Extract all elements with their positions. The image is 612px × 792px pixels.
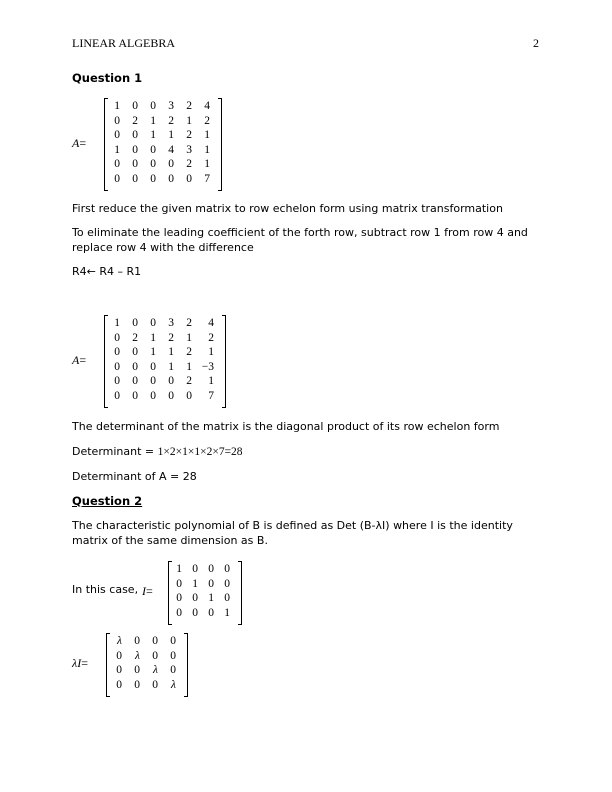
determinant-result: Determinant of A = 28 — [72, 470, 197, 483]
matrix-cell: 1 — [208, 592, 214, 604]
matrix-cell: 0 — [192, 592, 198, 604]
matrix-cell: 0 — [114, 114, 120, 127]
matrix-cell: 4 — [208, 317, 214, 329]
matrix-cell: λ — [135, 649, 140, 662]
matrix-cell: 0 — [132, 172, 138, 185]
matrix-cell: 2 — [204, 114, 210, 127]
matrix-cell: 0 — [176, 592, 182, 604]
matrix-cell: 0 — [150, 100, 156, 112]
matrix-cell: 2 — [186, 346, 192, 358]
matrix-cell: 0 — [150, 172, 156, 185]
matrix-cell: 1 — [150, 129, 156, 141]
matrix-cell: 0 — [114, 389, 120, 402]
page-number: 2 — [533, 36, 539, 50]
matrix-cell: 0 — [208, 606, 214, 619]
matrix-label: I= — [142, 584, 153, 598]
matrix-cell: 0 — [114, 360, 120, 373]
matrix-cell: 4 — [204, 100, 210, 112]
text-reduce: First reduce the given matrix to row echelon form using matrix transformation — [72, 202, 503, 215]
matrix-cell: 1 — [204, 143, 210, 156]
matrix-cell: λ — [117, 635, 122, 647]
matrix-cell: 1 — [150, 331, 156, 344]
matrix-cell: 0 — [132, 360, 138, 373]
matrix-cell: 0 — [114, 129, 120, 141]
matrix-cell: 0 — [132, 389, 138, 402]
matrix-cell: 1 — [168, 346, 174, 358]
matrix-cell: 0 — [150, 375, 156, 387]
matrix-cell: 0 — [150, 158, 156, 170]
matrix-cell: 2 — [186, 158, 192, 170]
matrix-cell: 0 — [170, 664, 176, 676]
matrix-cell: 0 — [168, 172, 174, 185]
matrix-cell: 0 — [168, 158, 174, 170]
matrix-cell: 0 — [224, 592, 230, 604]
matrix-cell: 4 — [168, 143, 174, 156]
matrix-cell: 1 — [208, 346, 214, 358]
determinant-label: Determinant = — [72, 445, 158, 458]
matrix-cell: 0 — [224, 563, 230, 575]
matrix-cell: 3 — [168, 100, 174, 112]
matrix-cell: 0 — [114, 158, 120, 170]
matrix-cell: 0 — [176, 606, 182, 619]
matrix-cell: 1 — [186, 360, 192, 373]
matrix-cell: 1 — [114, 143, 120, 156]
matrix-cell: 0 — [132, 129, 138, 141]
matrix-cell: 3 — [186, 143, 192, 156]
row-operation: R4← R4 – R1 — [72, 265, 142, 278]
matrix-a-reduced — [72, 315, 212, 407]
matrix-cell: 0 — [150, 143, 156, 156]
matrix-cell: 0 — [186, 172, 192, 185]
matrix-cell: 0 — [116, 649, 122, 662]
matrix-cell: 1 — [204, 158, 210, 170]
matrix-cell: 0 — [150, 317, 156, 329]
matrix-cell: 0 — [168, 389, 174, 402]
matrix-cell: 7 — [208, 389, 214, 402]
matrix-cell: 0 — [208, 563, 214, 575]
matrix-cell: λ — [153, 664, 158, 676]
matrix-cell: λ — [171, 678, 176, 691]
matrix-cell: 2 — [186, 317, 192, 329]
determinant-expression: 1×2×1×1×2×7=28 — [157, 446, 243, 458]
matrix-cell: 2 — [208, 331, 214, 344]
matrix-cell: 0 — [192, 606, 198, 619]
matrix-cell: 0 — [132, 375, 138, 387]
matrix-cell: 0 — [132, 143, 138, 156]
matrix-cell: 1 — [150, 346, 156, 358]
matrix-cell: 2 — [186, 100, 192, 112]
matrix-cell: 0 — [192, 563, 198, 575]
matrix-cell: 0 — [114, 346, 120, 358]
matrix-right-bracket — [184, 633, 188, 697]
matrix-cell: 1 — [168, 360, 174, 373]
matrix-cell: 0 — [132, 317, 138, 329]
matrix-cell: 1 — [114, 317, 120, 329]
matrix-label: A= — [72, 352, 87, 367]
matrix-cell: 0 — [170, 635, 176, 647]
matrix-cell: 1 — [150, 114, 156, 127]
matrix-cell: 0 — [152, 678, 158, 691]
matrix-cell: 0 — [114, 172, 120, 185]
matrix-cell: −3 — [201, 360, 214, 373]
matrix-cell: 0 — [114, 375, 120, 387]
matrix-cell: 0 — [176, 577, 182, 590]
question-1-heading: Question 1 — [72, 71, 143, 85]
determinant-line — [72, 444, 243, 460]
matrix-cell: 0 — [116, 664, 122, 676]
matrix-cell: 0 — [150, 389, 156, 402]
matrix-cell: 0 — [132, 158, 138, 170]
matrix-cell: 7 — [204, 172, 210, 185]
text-polynomial-line2: matrix of the same dimension as B. — [72, 534, 268, 547]
matrix-cell: 0 — [132, 100, 138, 112]
matrix-cell: 0 — [208, 577, 214, 590]
matrix-cell: 0 — [152, 635, 158, 647]
matrix-cell: 1 — [208, 375, 214, 387]
matrix-cell: 2 — [186, 375, 192, 387]
matrix-cell: 1 — [204, 129, 210, 141]
matrix-a — [72, 98, 210, 188]
in-this-case-text: In this case, — [72, 583, 139, 596]
matrix-cell: 2 — [168, 114, 174, 127]
matrix-cell: 1 — [168, 129, 174, 141]
matrix-cell: 2 — [132, 114, 138, 127]
running-header-title: LINEAR ALGEBRA — [72, 36, 175, 50]
matrix-cell: 2 — [168, 331, 174, 344]
matrix-cell: 0 — [116, 678, 122, 691]
matrix-cell: 1 — [192, 577, 198, 590]
matrix-label: λI= — [72, 656, 88, 670]
matrix-cell: 3 — [168, 317, 174, 329]
matrix-cell: 1 — [176, 563, 182, 575]
matrix-cell: 2 — [132, 331, 138, 344]
text-eliminate-line2: replace row 4 with the difference — [72, 241, 254, 254]
matrix-cell: 1 — [114, 100, 120, 112]
lambda-identity-matrix — [72, 633, 176, 693]
matrix-right-bracket — [218, 98, 222, 191]
matrix-cell: 1 — [186, 114, 192, 127]
matrix-cell: 1 — [224, 606, 230, 619]
matrix-right-bracket — [238, 561, 242, 625]
text-eliminate-line1: To eliminate the leading coefficient of the forth row, subtract row 1 from row 4 and — [72, 226, 528, 239]
matrix-cell: 0 — [150, 360, 156, 373]
matrix-right-bracket — [222, 315, 226, 408]
matrix-cell: 0 — [224, 577, 230, 590]
matrix-cell: 0 — [170, 649, 176, 662]
matrix-cell: 0 — [134, 664, 140, 676]
matrix-cell: 1 — [186, 331, 192, 344]
matrix-cell: 0 — [168, 375, 174, 387]
matrix-label: A= — [72, 135, 87, 150]
matrix-cell: 0 — [114, 331, 120, 344]
matrix-cell: 0 — [152, 649, 158, 662]
matrix-cell: 0 — [132, 346, 138, 358]
matrix-cell: 2 — [186, 129, 192, 141]
matrix-cell: 0 — [134, 635, 140, 647]
matrix-cell: 0 — [186, 389, 192, 402]
text-polynomial-line1: The characteristic polynomial of B is defined as Det (B-λI) where I is the identity — [72, 519, 513, 532]
text-diagonal: The determinant of the matrix is the diagonal product of its row echelon form — [72, 420, 500, 433]
identity-matrix — [142, 561, 230, 621]
matrix-cell: 0 — [134, 678, 140, 691]
question-2-heading: Question 2 — [72, 494, 143, 508]
